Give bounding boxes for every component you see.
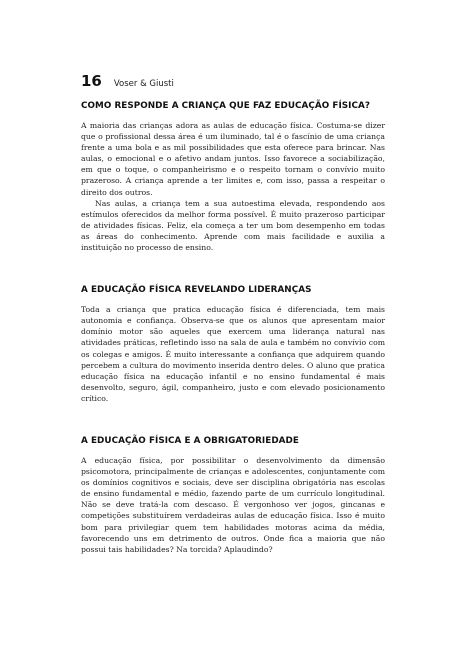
- section-heading: A EDUCAÇÃO FÍSICA REVELANDO LIDERANÇAS: [81, 285, 312, 296]
- section-crianca-educacao-fisica: [81, 100, 385, 253]
- running-head: [81, 72, 174, 93]
- page-body: [81, 100, 385, 555]
- body-paragraph: Nas aulas, a criança tem a sua autoestima elevada, respondendo aos estímulos oferecidos da melhor forma possível. É muito prazeroso participar de atividades físicas. Feliz, ela começa a ter um bom desempenho em todas as áreas do conhecimento. Aprende com mais facilidade e auxilia a instituição no processo de ensino.: [81, 198, 385, 253]
- running-head-authors: Voser & Giusti: [113, 79, 174, 89]
- section-liderancas: [81, 284, 385, 404]
- page-number: 16: [81, 72, 102, 90]
- section-obrigatoriedade: [81, 435, 385, 555]
- body-paragraph: Toda a criança que pratica educação física é diferenciada, tem mais autonomia e confiança. Observa-se que os alunos que apresentam maior domínio motor são aqueles que exercem uma liderança natural nas atividades práticas, refletindo isso na sala de aula e também no convívio com os colegas e amigos. É muito interessante a confiança que adquirem quando percebem a cultura do movimento inserida dentro deles. O aluno que pratica educação física na educação infantil e no ensino fundamental é mais desenvolto, seguro, ágil, companheiro, justo e com elevado posicionamento crítico.: [81, 305, 385, 403]
- section-heading: COMO RESPONDE A CRIANÇA QUE FAZ EDUCAÇÃO FÍSICA?: [81, 101, 371, 111]
- section-heading: A EDUCAÇÃO FÍSICA E A OBRIGATORIEDADE: [81, 435, 299, 446]
- body-paragraph: A educação física, por possibilitar o desenvolvimento da dimensão psicomotora, principalmente de crianças e adolescentes, conjuntamente com os domínios cognitivos e sociais, deve ser disciplina obrigatória nas escolas de ensino fundamental e médio, fazendo parte de um currículo longitudinal. Não se deve tratá-la com descaso. É vergonhoso ver jogos, gincanas e competições substituírem verdadeiras aulas de educação física. Isso é muito bom para privilegiar quem tem habilidades motoras acima da média, favorecendo uns em detrimento de outros. Onde fica a maioria que não possui tais habilidades? Na torcida? Aplaudindo?: [81, 455, 385, 554]
- body-paragraph: A maioria das crianças adora as aulas de educação física. Costuma-se dizer que o profissional dessa área é um iluminado, tal é o fascínio de uma criança frente a uma bola e as mil possibilidades que esta oferece para brincar. Nas aulas, o emocional e o afetivo andam juntos. Isso favorece a sociabilização, em que o toque, o companheirismo e o respeito tornam o convívio muito prazeroso. A criança aprende a ter limites e, com isso, passa a respeitar o direito dos outros.: [81, 121, 385, 197]
